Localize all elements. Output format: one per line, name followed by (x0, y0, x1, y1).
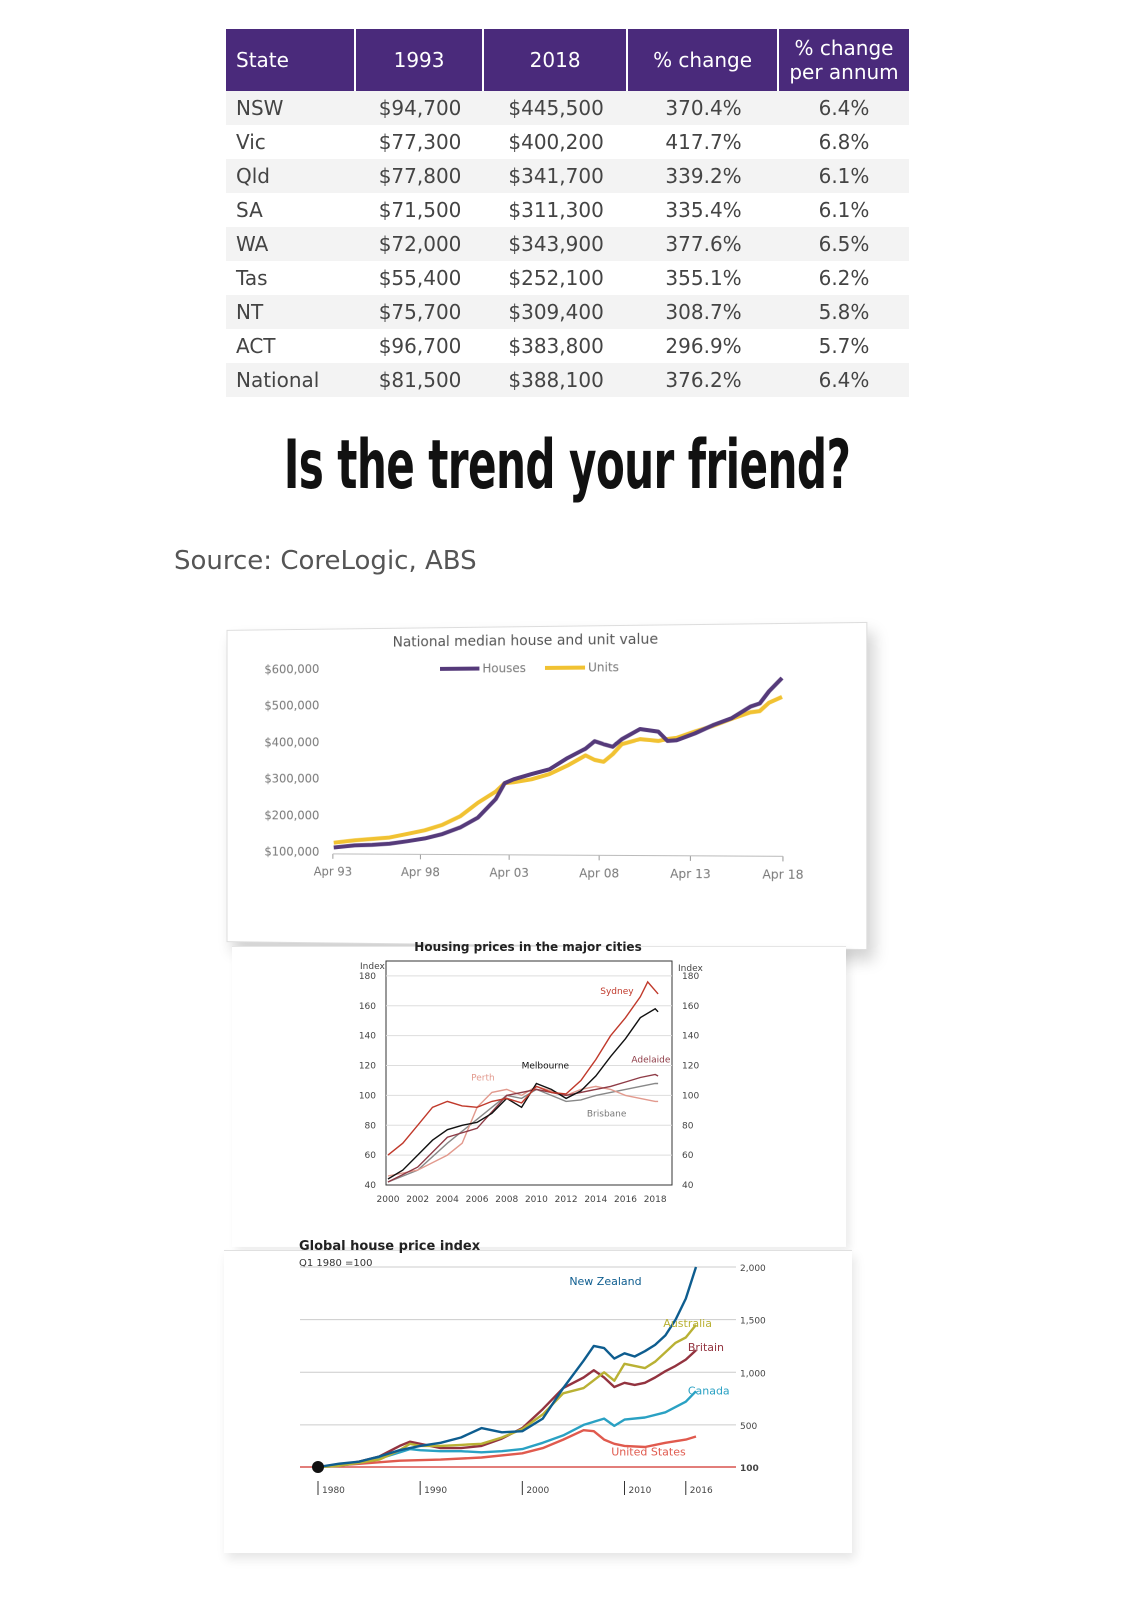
cell-change: 335.4% (628, 193, 779, 227)
source-note: Source: CoreLogic, ABS (174, 546, 477, 576)
cell-1993: $96,700 (356, 329, 484, 363)
chart-title: Global house price index (299, 1239, 481, 1254)
y-tick-label-left: 80 (364, 1121, 376, 1132)
chart-title: Housing prices in the major cities (414, 940, 642, 954)
chart-title: National median house and unit value (392, 631, 659, 651)
y-tick-label: 500 (740, 1421, 758, 1432)
x-tick-label: Apr 13 (670, 866, 711, 882)
cell-2018: $252,100 (484, 261, 628, 295)
y-tick-label-right: 140 (682, 1031, 700, 1042)
series-label-britain: Britain (687, 1341, 725, 1355)
cell-change: 370.4% (628, 91, 779, 125)
cell-change: 355.1% (628, 261, 779, 295)
cell-1993: $94,700 (356, 91, 484, 125)
x-tick-label: 2008 (495, 1195, 519, 1205)
table-row (226, 363, 909, 397)
cell-change: 296.9% (628, 329, 779, 363)
y-tick-label-right: 160 (682, 1001, 700, 1012)
cell-change: 308.7% (628, 295, 779, 329)
cell-state: ACT (226, 329, 356, 363)
y-tick-label: 2,000 (740, 1264, 766, 1274)
cell-1993: $75,700 (356, 295, 484, 329)
series-label-sydney: Sydney (600, 986, 634, 997)
x-axis-line (333, 854, 783, 856)
x-tick-label: 2002 (406, 1195, 430, 1205)
cell-change-per-annum: 6.2% (779, 261, 909, 295)
x-tick-label: 2010 (628, 1486, 652, 1496)
cell-state: SA (226, 193, 356, 227)
y-tick-label-left: 180 (358, 971, 376, 982)
y-tick-label: $300,000 (264, 771, 320, 786)
x-tick-label: 2018 (643, 1195, 667, 1205)
header-1993: 1993 (356, 29, 484, 91)
cell-change: 377.6% (628, 227, 779, 261)
y-tick-label-right: 180 (682, 971, 700, 982)
y-tick-label: $500,000 (264, 698, 320, 713)
cell-change: 339.2% (628, 159, 779, 193)
series-line-houses (334, 678, 782, 850)
table-row (226, 91, 909, 125)
y-tick-label: $400,000 (264, 735, 320, 750)
table-row (226, 329, 909, 363)
cell-change-per-annum: 5.7% (779, 329, 909, 363)
series-label-perth: Perth (471, 1073, 495, 1084)
table-row (226, 159, 909, 193)
header-change: % change (628, 29, 779, 91)
cell-change-per-annum: 5.8% (779, 295, 909, 329)
x-tick-label: 2000 (526, 1486, 550, 1496)
cell-1993: $81,500 (356, 363, 484, 397)
x-tick-label: 1980 (322, 1486, 345, 1496)
series-label-melbourne: Melbourne (521, 1061, 570, 1072)
table-header (226, 29, 909, 91)
x-tick-label: Apr 18 (762, 867, 804, 882)
cell-2018: $309,400 (484, 295, 628, 329)
table-row (226, 125, 909, 159)
header-state: State (226, 29, 356, 91)
cell-change-per-annum: 6.4% (779, 91, 909, 125)
national-median-panel (227, 622, 868, 950)
table-header-row (226, 29, 909, 91)
y-tick-label: 1,500 (740, 1316, 766, 1327)
y-tick-label: 100 (740, 1464, 759, 1474)
x-tick-label: 2000 (376, 1195, 400, 1205)
table-row (226, 193, 909, 227)
y-tick-label: $100,000 (264, 844, 320, 859)
x-tick-label: 1990 (424, 1486, 448, 1496)
table-row (226, 227, 909, 261)
cell-change-per-annum: 6.1% (779, 193, 909, 227)
y-tick-label-left: 120 (358, 1061, 376, 1072)
series-label-united-states: United States (611, 1445, 686, 1459)
x-tick-label: 2004 (435, 1195, 459, 1205)
y-tick-label-right: 60 (682, 1151, 694, 1162)
series-line-units (334, 697, 782, 845)
y-tick-label-left: 160 (358, 1001, 376, 1012)
y-tick-label: $200,000 (264, 808, 320, 823)
start-point-marker (312, 1461, 324, 1473)
series-label-new-zealand: New Zealand (569, 1274, 642, 1288)
price-change-table (226, 29, 909, 397)
header-change-per-annum: % change per annum (779, 29, 909, 91)
legend-label: Houses (482, 660, 526, 676)
cell-2018: $445,500 (484, 91, 628, 125)
cell-state: NSW (226, 91, 356, 125)
cell-1993: $77,800 (356, 159, 484, 193)
cell-2018: $400,200 (484, 125, 628, 159)
x-tick-label: Apr 03 (489, 865, 529, 880)
x-tick-label: 2012 (554, 1195, 578, 1205)
cell-change: 417.7% (628, 125, 779, 159)
header-2018: 2018 (484, 29, 628, 91)
x-tick-label: 2010 (524, 1195, 548, 1205)
table-body (226, 91, 909, 397)
x-tick-label: Apr 08 (579, 866, 620, 881)
cell-2018: $388,100 (484, 363, 628, 397)
major-cities-chart (232, 940, 846, 1247)
x-tick-label: 2016 (689, 1486, 713, 1496)
x-tick-label: 2006 (465, 1195, 489, 1205)
national-median-chart (228, 623, 867, 949)
series-line-brisbane (388, 1084, 658, 1183)
cell-state: WA (226, 227, 356, 261)
x-tick-label: 2014 (584, 1195, 608, 1205)
y-tick-label-left: 60 (364, 1151, 376, 1162)
cell-change-per-annum: 6.1% (779, 159, 909, 193)
cell-2018: $383,800 (484, 329, 628, 363)
x-tick-label: Apr 98 (400, 864, 440, 880)
cell-2018: $343,900 (484, 227, 628, 261)
y-tick-label-left: 100 (358, 1091, 376, 1102)
y-axis-label-right: Index (678, 964, 703, 974)
cell-state: Tas (226, 261, 356, 295)
y-tick-label-right: 80 (682, 1121, 694, 1132)
cell-state: National (226, 363, 356, 397)
cell-change-per-annum: 6.5% (779, 227, 909, 261)
series-label-canada: Canada (687, 1384, 730, 1398)
y-tick-label-right: 40 (682, 1181, 694, 1191)
y-tick-label: $600,000 (264, 662, 320, 677)
major-cities-panel (232, 940, 846, 1247)
chart-subtitle: Q1 1980 =100 (299, 1258, 373, 1269)
cell-2018: $311,300 (484, 193, 628, 227)
series-label-brisbane: Brisbane (586, 1109, 627, 1120)
series-label-australia: Australia (663, 1317, 712, 1330)
cell-change-per-annum: 6.4% (779, 363, 909, 397)
series-label-adelaide: Adelaide (631, 1055, 671, 1066)
y-tick-label-right: 120 (682, 1061, 700, 1072)
legend-label: Units (588, 660, 619, 675)
y-tick-label-left: 40 (364, 1181, 376, 1191)
cell-state: Vic (226, 125, 356, 159)
cell-change-per-annum: 6.8% (779, 125, 909, 159)
cell-state: NT (226, 295, 356, 329)
y-tick-label: 1,000 (740, 1369, 766, 1380)
table-row (226, 295, 909, 329)
global-index-panel (224, 1239, 852, 1553)
table-row (226, 261, 909, 295)
cell-1993: $55,400 (356, 261, 484, 295)
cell-1993: $77,300 (356, 125, 484, 159)
y-axis-label-left: Index (360, 962, 385, 972)
y-tick-label-left: 140 (358, 1031, 376, 1042)
cell-state: Qld (226, 159, 356, 193)
y-tick-label-right: 100 (682, 1091, 700, 1102)
cell-change: 376.2% (628, 363, 779, 397)
cell-1993: $72,000 (356, 227, 484, 261)
global-index-chart (224, 1239, 852, 1553)
headline: Is the trend your friend? (283, 426, 851, 505)
x-tick-label: 2016 (614, 1195, 637, 1205)
cell-2018: $341,700 (484, 159, 628, 193)
cell-1993: $71,500 (356, 193, 484, 227)
x-tick-label: Apr 93 (313, 864, 353, 879)
series-line-perth (388, 1086, 658, 1176)
